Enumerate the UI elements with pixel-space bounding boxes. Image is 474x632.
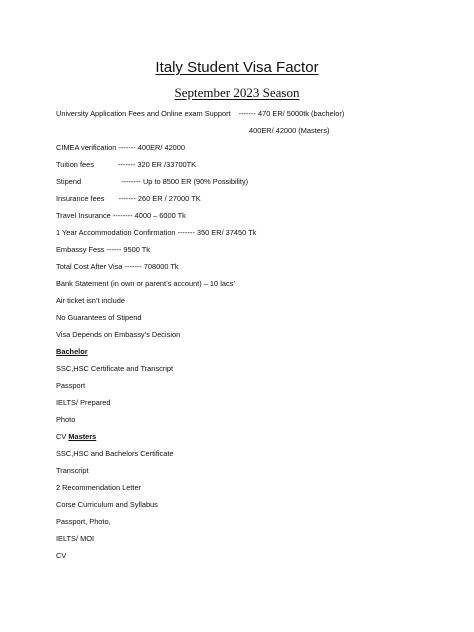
masters-item: 2 Recommendation Letter [56,483,142,492]
note-line: Bank Statement (in own or parent’s account) – 10 lacs’ [56,279,235,288]
fee-value: 350 ER/ 37450 Tk [196,228,257,237]
fee-label: Tuition fees [56,160,94,169]
fee-tuition [56,160,196,170]
masters-item: CV [56,551,67,560]
fee-travel-insurance [56,211,186,221]
document-title: Italy Student Visa Factor [155,59,319,76]
fee-label: Insurance fees [56,194,105,203]
fee-cimea [56,143,185,153]
note-line: Visa Depends on Embassy’s Decision [56,330,181,339]
bachelor-item: SSC,HSC Certificate and Transcript [56,364,174,373]
fee-label: 1 Year Accommodation Confirmation [56,228,176,237]
fee-dashes: -------- [112,211,133,220]
note-line: Air ticket isn’t include [56,296,126,305]
bachelor-item: Photo [56,415,76,424]
fee-dashes: ------- [118,143,136,152]
bachelor-item: IELTS/ Prepared [56,398,111,407]
fee-value: 9500 Tk [123,245,150,254]
fee-label: Stipend [56,177,82,186]
fee-dashes: ------- [118,160,136,169]
fee-application [56,109,344,119]
fee-total [56,262,179,272]
fee-value: Up to 8500 ER (90% Possibility) [142,177,249,186]
fee-value: 708000 Tk [143,262,179,271]
bachelor-item: Passport [56,381,86,390]
masters-item: IELTS/ MOI [56,534,95,543]
fee-dashes: ------- [177,228,195,237]
fee-dashes: ------- [238,109,256,118]
bachelor-item: CV [56,432,67,441]
fee-dashes: -------- [121,177,141,186]
masters-item: Transcript [56,466,89,475]
fee-label: CIMEA verification [56,143,117,152]
fee-accommodation [56,228,256,238]
fee-dashes: ------- [124,262,142,271]
masters-item: Passport, Photo, [56,517,111,526]
cv-masters-line [56,432,96,442]
bachelor-heading: Bachelor [56,347,88,356]
masters-item: SSC,HSC and Bachelors Certificate [56,449,174,458]
fee-label: University Application Fees and Online exam Support [56,109,231,118]
fee-label: Total Cost After Visa [56,262,123,271]
fee-value: 400ER/ 42000 [137,143,186,152]
document-subtitle: September 2023 Season [174,85,300,100]
fee-insurance [56,194,201,204]
fee-value: 320 ER /33700TK [137,160,197,169]
note-line: No Guarantees of Stipend [56,313,142,322]
fee-embassy [56,245,150,255]
fee-value: 260 ER / 27000 TK [137,194,201,203]
masters-item: Corse Curriculum and Syllabus [56,500,158,509]
fee-value: 4000 – 6000 Tk [134,211,186,220]
fee-dashes: ------ [106,245,122,254]
fee-label: Embassy Fess [56,245,105,254]
fee-label: Travel Insurance [56,211,111,220]
fee-dashes: ------- [118,194,136,203]
fee-application-masters: 400ER/ 42000 (Masters) [249,126,330,135]
fee-value: 470 ER/ 5000tk (bachelor) [258,109,345,118]
masters-heading: Masters [68,432,97,441]
fee-stipend [56,177,248,187]
